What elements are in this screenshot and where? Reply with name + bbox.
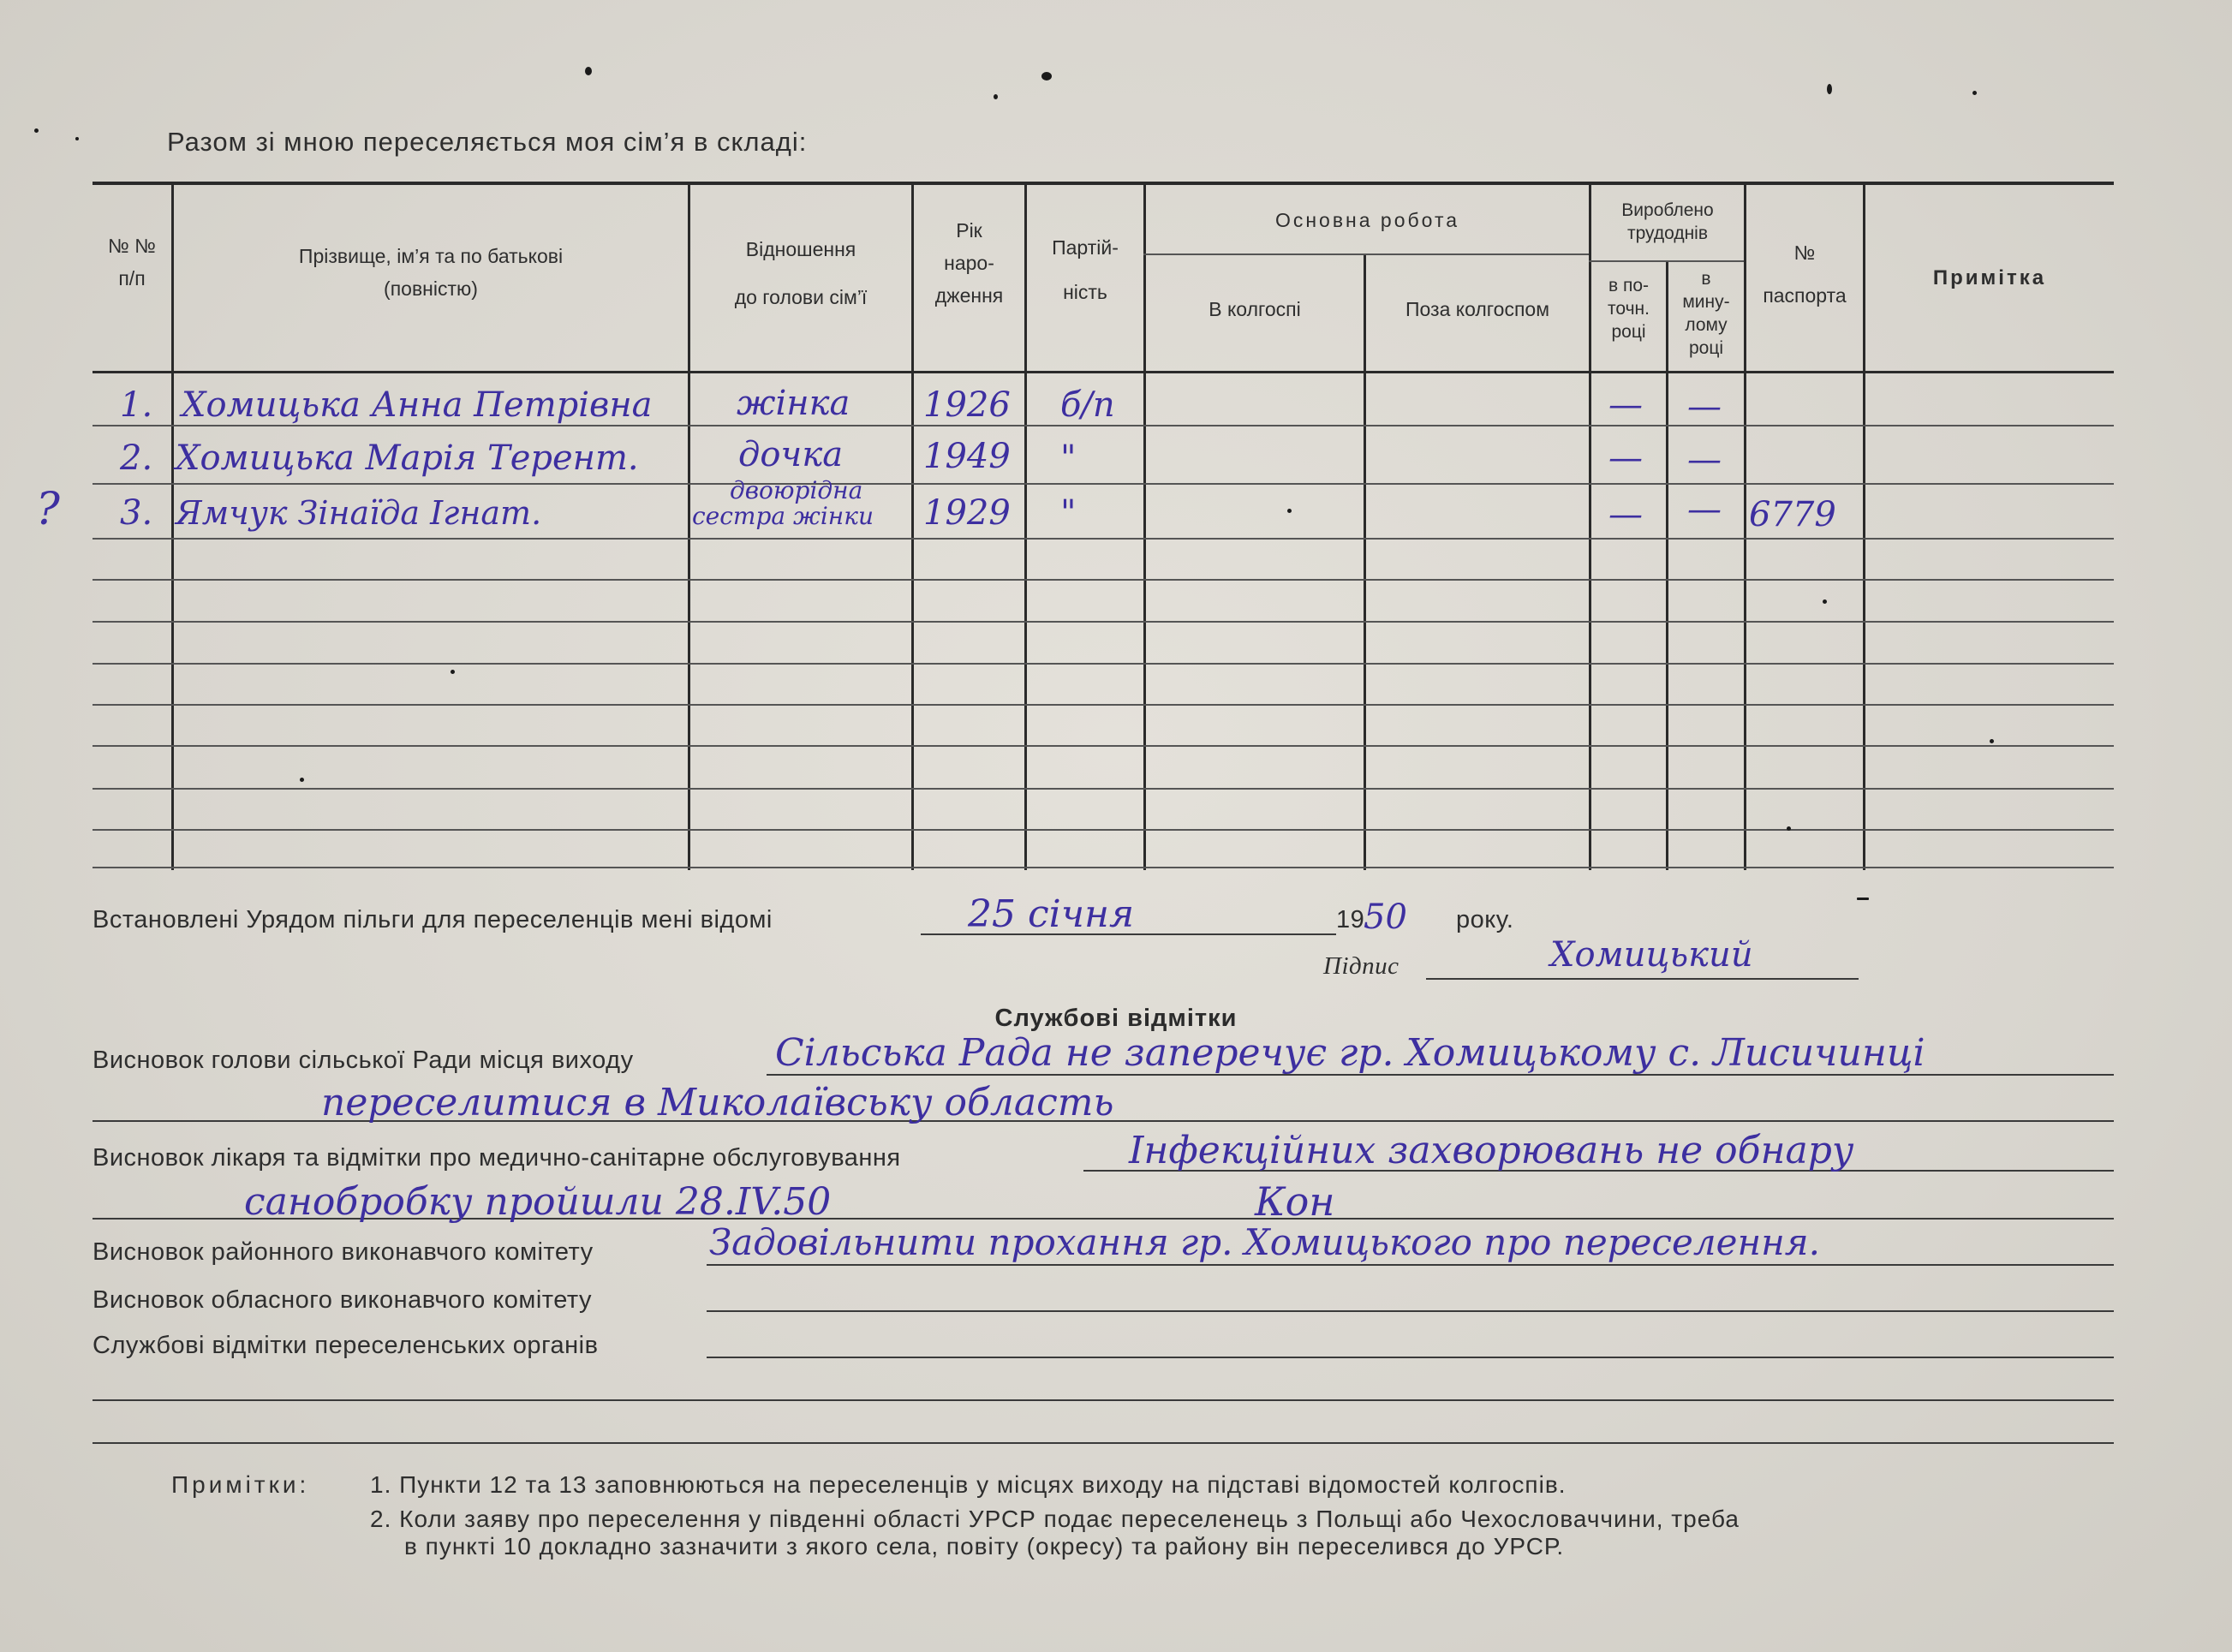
row3-party: " bbox=[1060, 493, 1077, 533]
header-current-year: в по- точн. році bbox=[1608, 276, 1650, 342]
main-work-subrule bbox=[1143, 253, 1589, 255]
paper-speck bbox=[1827, 84, 1832, 94]
row1-last: — bbox=[1687, 387, 1722, 426]
row-rule bbox=[93, 483, 2114, 485]
header-year: Рік наро- дження bbox=[934, 219, 1004, 307]
header-in-kolhosp: В колгоспі bbox=[1209, 298, 1301, 320]
row-rule bbox=[93, 867, 2114, 868]
row2-relation: дочка bbox=[738, 435, 844, 474]
row2-last: — bbox=[1687, 440, 1722, 480]
paper-speck bbox=[34, 128, 39, 133]
district-line bbox=[707, 1264, 2114, 1266]
row-rule bbox=[93, 538, 2114, 540]
note-2a: 2. Коли заяву про переселення у південні області УРСР подає переселенець з Польщі або Чехословаччини, треба bbox=[370, 1506, 1740, 1532]
header-passport: № паспорта bbox=[1763, 242, 1847, 307]
header-name: Прізвище, ім’я та по батькові (повністю) bbox=[298, 245, 564, 300]
row3-year: 1929 bbox=[923, 493, 1011, 533]
signature: Хомицький bbox=[1550, 935, 1753, 975]
header-last-year: в мину- лому році bbox=[1682, 269, 1730, 358]
row-rule bbox=[93, 425, 2114, 426]
row3-passport: 6779 bbox=[1749, 495, 1836, 534]
col-divider bbox=[1364, 253, 1366, 870]
oblast-label: Висновок обласного виконавчого комітету bbox=[93, 1286, 593, 1314]
header-relation: Відношення до голови сім’ї bbox=[734, 238, 868, 308]
official-title: Службові відмітки bbox=[994, 1005, 1238, 1032]
paper-speck bbox=[451, 670, 455, 674]
resettle-line-3 bbox=[93, 1442, 2114, 1444]
resettle-line-1 bbox=[707, 1357, 2114, 1358]
row2-party: " bbox=[1060, 438, 1077, 478]
village-label: Висновок голови сільської Ради місця виходу bbox=[93, 1047, 634, 1074]
notes-heading: Примітки: bbox=[171, 1471, 310, 1498]
signature-label: Підпис bbox=[1323, 952, 1399, 980]
table-header-rule bbox=[93, 371, 2114, 373]
row1-year: 1926 bbox=[923, 385, 1011, 425]
row-rule bbox=[93, 704, 2114, 706]
resettle-label: Службові відмітки переселенських органів bbox=[93, 1332, 599, 1359]
row3-last: — bbox=[1687, 490, 1722, 529]
row-rule bbox=[93, 788, 2114, 790]
intro-text: Разом зі мною переселяється моя сім’я в складі: bbox=[167, 127, 808, 157]
row-rule bbox=[93, 829, 2114, 831]
paper-speck bbox=[1990, 739, 1994, 743]
row3-num: 3. bbox=[120, 493, 153, 533]
row1-party: б/п bbox=[1060, 385, 1115, 425]
paper-speck bbox=[1823, 599, 1827, 604]
oblast-line bbox=[707, 1310, 2114, 1312]
col-divider bbox=[1143, 185, 1146, 870]
benefits-year: 50 bbox=[1364, 898, 1407, 937]
benefits-year-prefix: 19 bbox=[1336, 906, 1365, 933]
resettle-line-2 bbox=[93, 1399, 2114, 1401]
row2-year: 1949 bbox=[923, 437, 1011, 476]
paper-speck bbox=[994, 94, 998, 99]
note-1: 1. Пункти 12 та 13 заповнюються на переселенців у місцях виходу на підставі відомостей колгоспів. bbox=[370, 1471, 1567, 1498]
row2-num: 2. bbox=[120, 438, 153, 478]
row1-cur: — bbox=[1608, 385, 1643, 425]
row3-cur: — bbox=[1608, 495, 1643, 534]
row3-relation: сестра жінки bbox=[692, 502, 874, 530]
district-label: Висновок районного виконавчого комітету bbox=[93, 1238, 594, 1266]
paper-speck bbox=[585, 67, 592, 75]
row3-name: Ямчук Зінаїда Ігнат. bbox=[176, 494, 542, 532]
table-top-rule bbox=[93, 182, 2114, 185]
paper-speck bbox=[300, 778, 304, 782]
row3-relation-line1: двоюрідна bbox=[730, 476, 863, 504]
row-rule bbox=[93, 663, 2114, 665]
row1-num: 1. bbox=[120, 385, 153, 425]
doctor-conclusion-2: санобробку пройшли 28.IV.50 bbox=[244, 1180, 832, 1224]
benefits-label: Встановлені Урядом пільги для переселенців мені відомі bbox=[93, 906, 773, 933]
row1-name: Хомицька Анна Петрівна bbox=[182, 385, 653, 425]
paper-speck bbox=[1787, 826, 1791, 831]
village-conclusion-1: Сільська Рада не заперечує гр. Хомицькому с. Лисичинці bbox=[775, 1031, 1925, 1075]
benefits-year-suffix: року. bbox=[1456, 906, 1514, 933]
row2-cur: — bbox=[1608, 438, 1643, 478]
workdays-subrule bbox=[1589, 260, 1744, 262]
header-num: № № п/п bbox=[108, 235, 156, 289]
row1-relation: жінка bbox=[737, 384, 850, 423]
header-party: Партій- ність bbox=[1052, 236, 1119, 303]
benefits-date: 25 січня bbox=[968, 892, 1135, 936]
signature-line bbox=[1426, 978, 1859, 980]
row-rule bbox=[93, 745, 2114, 747]
paper-speck bbox=[75, 137, 79, 140]
village-conclusion-2: переселитися в Миколаївську область bbox=[321, 1081, 1114, 1124]
header-main-work: Основна робота bbox=[1274, 209, 1460, 231]
header-workdays: Вироблено трудоднів bbox=[1621, 200, 1714, 243]
row3-margin-mark: ? bbox=[36, 484, 60, 535]
row2-name: Хомицька Марія Терент. bbox=[176, 438, 639, 478]
doctor-signature: Кон bbox=[1255, 1178, 1335, 1225]
header-outside-kolhosp: Поза колгоспом bbox=[1405, 298, 1550, 320]
paper-speck bbox=[1041, 72, 1052, 81]
paper-speck bbox=[1287, 509, 1292, 513]
paper-speck bbox=[1857, 898, 1869, 900]
header-note: Примітка bbox=[1932, 266, 2047, 289]
note-2b: в пункті 10 докладно зазначити з якого села, повіту (окресу) та району він переселився до УРСР. bbox=[404, 1533, 1565, 1560]
doctor-conclusion-1: Інфекційних захворювань не обнару bbox=[1129, 1129, 1854, 1172]
row-rule bbox=[93, 579, 2114, 581]
district-conclusion: Задовільнити прохання гр. Хомицького про переселення. bbox=[709, 1221, 1820, 1263]
paper-speck bbox=[1972, 91, 1977, 95]
row-rule bbox=[93, 621, 2114, 623]
doctor-label: Висновок лікаря та відмітки про медично-санітарне обслуговування bbox=[93, 1144, 901, 1172]
